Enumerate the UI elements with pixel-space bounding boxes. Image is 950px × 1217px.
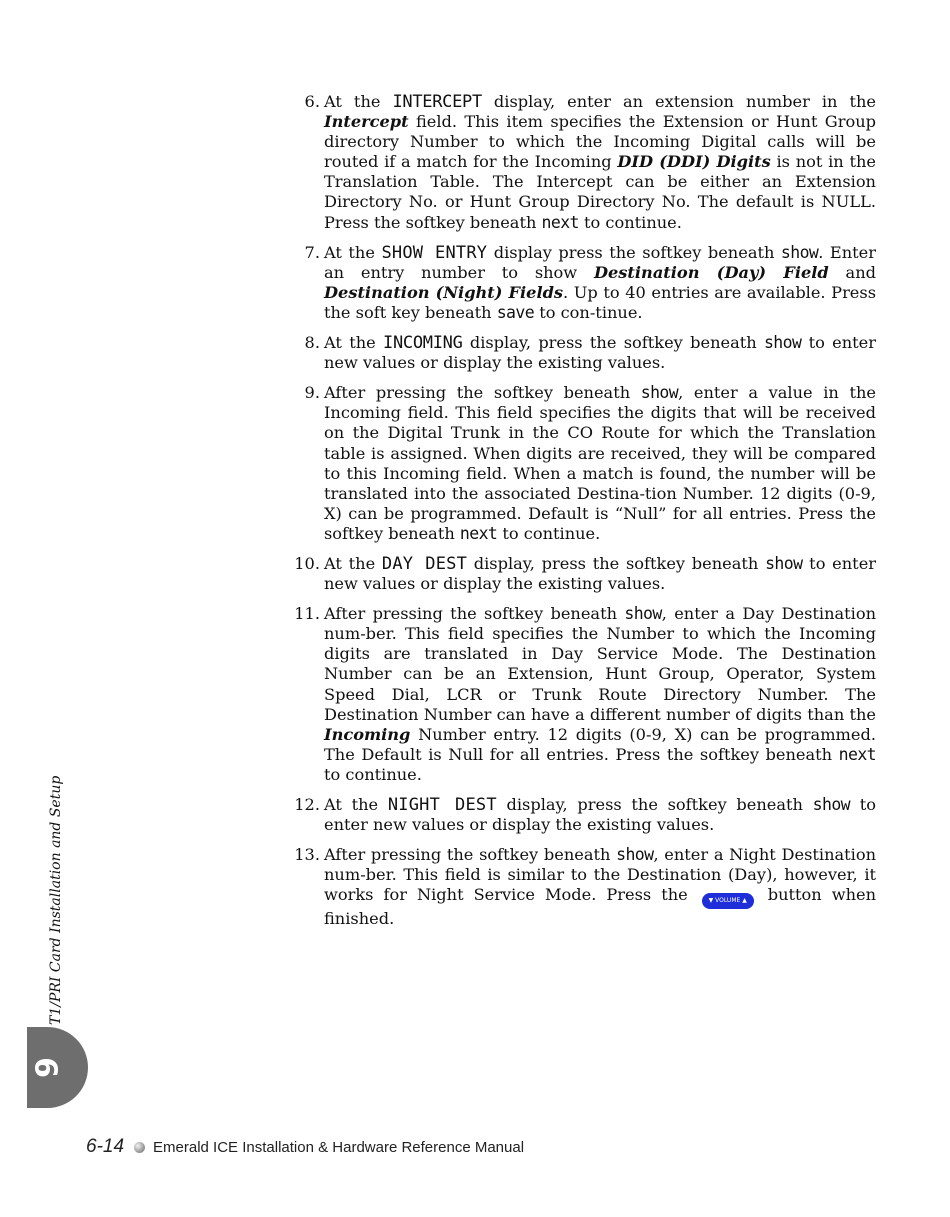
- instruction-steps: [288, 92, 876, 939]
- step-number: 9.: [304, 383, 320, 403]
- emphasis-term: Intercept: [324, 112, 409, 132]
- step-text-run: to continue.: [578, 212, 682, 232]
- step-text-run: , enter a value in the Incoming field. This field specifies the digits that will be received on the Digital Trunk in the CO Route for which the Translation table is assigned. When digits are received, they will be compared to this Incoming field. When a match is found, the number will be translated into the associated Destina-tion Number. 12 digits (0-9, X) can be programmed. Default is “Null” for all entries. Press the softkey beneath: [324, 383, 876, 543]
- step-text-run: At the: [324, 242, 382, 262]
- chapter-side-title: T1/PRI Card Installation and Setup: [48, 775, 64, 1025]
- step-text-run: display, press the softkey beneath: [462, 333, 764, 353]
- emphasis-term: Incoming: [324, 724, 411, 744]
- softkey-label: save: [496, 302, 535, 322]
- softkey-label: next: [459, 523, 498, 543]
- emphasis-term: Destination (Day) Field: [593, 262, 829, 282]
- bullet-icon: [134, 1142, 145, 1153]
- step-text: [324, 604, 876, 785]
- step-text-run: , enter a Day Destination num-ber. This field specifies the Number to which the Incoming digits are translated in Day Service Mode. The Destination Number can be an Extension, Hunt Group, Operator, System Speed Dial, LCR or Trunk Route Directory Number. The Destination Number can have a different number of digits than the: [324, 604, 877, 724]
- step-number: 7.: [304, 242, 320, 262]
- step-text-run: display press the softkey beneath: [487, 242, 781, 262]
- step-number: 11.: [294, 604, 320, 624]
- step-number: 6.: [304, 92, 320, 111]
- softkey-label: show: [640, 383, 679, 403]
- step-text-run: to enter new values or display the existing values.: [324, 333, 877, 373]
- step-text-run: At the: [324, 333, 384, 353]
- step-text-run: display, enter an extension number in the: [481, 92, 876, 111]
- step-text-run: to con-tinue.: [534, 302, 643, 322]
- step-text-run: field. This item specifies the Extension or Hunt Group directory Number to which the Incoming Digital calls will be routed if a match for the Incoming: [324, 112, 876, 172]
- softkey-label: show: [812, 795, 851, 814]
- step-text-run: At the: [324, 92, 393, 111]
- step-item: [288, 845, 876, 929]
- step-text-run: display, press the softkey beneath: [496, 795, 813, 814]
- step-text-run: button when finished.: [324, 885, 877, 929]
- step-text-run: After pressing the softkey beneath: [324, 604, 625, 624]
- lcd-display-label: SHOW ENTRY: [381, 242, 488, 263]
- step-number: 13.: [294, 845, 320, 865]
- step-text-run: and: [828, 262, 876, 282]
- step-number: 8.: [304, 333, 320, 353]
- step-text: [324, 383, 876, 544]
- step-text: [324, 333, 876, 373]
- chapter-number: 6: [27, 1057, 63, 1078]
- softkey-label: next: [838, 744, 876, 764]
- step-item: [288, 554, 876, 594]
- step-text-run: is not in the Translation Table. The Intercept can be either an Extension Directory No. or Hunt Group Directory No. The default is NULL. Press the softkey beneath: [324, 152, 876, 232]
- step-text-run: Number entry. 12 digits (0-9, X) can be programmed. The Default is Null for all entries. Press the softkey beneath: [324, 724, 876, 764]
- step-item: [288, 383, 876, 544]
- step-text: [324, 554, 876, 594]
- chapter-tab: [27, 1027, 88, 1108]
- softkey-label: show: [616, 845, 654, 865]
- step-number: 12.: [294, 795, 320, 814]
- step-text-run: , enter a Night Destination num-ber. This field is similar to the Destination (Day), however, it works for Night Service Mode. Press the: [324, 845, 876, 905]
- softkey-label: show: [624, 604, 662, 624]
- step-item: [288, 333, 876, 373]
- softkey-label: show: [780, 242, 819, 262]
- lcd-display-label: INCOMING: [383, 333, 463, 354]
- step-text: [324, 845, 876, 929]
- emphasis-term: DID (DDI) Digits: [617, 152, 771, 172]
- manual-title: Emerald ICE Installation & Hardware Reference Manual: [153, 1138, 525, 1156]
- step-text-run: display, press the softkey beneath: [467, 553, 766, 573]
- step-text: [324, 243, 876, 323]
- step-text-run: to continue.: [324, 764, 422, 784]
- step-number: 10.: [294, 553, 320, 573]
- step-text-run: to continue.: [497, 523, 601, 543]
- step-text: [324, 795, 876, 835]
- step-text-run: to enter new values or display the existing values.: [324, 795, 876, 835]
- emphasis-term: Destination (Night) Fields: [324, 282, 564, 302]
- step-item: [288, 604, 876, 785]
- step-text-run: After pressing the softkey beneath: [324, 845, 617, 865]
- softkey-label: show: [765, 553, 803, 573]
- lcd-display-label: INTERCEPT: [392, 92, 482, 112]
- step-text-run: At the: [324, 553, 382, 573]
- step-text-run: After pressing the softkey beneath: [324, 383, 641, 403]
- page-number: 6-14: [86, 1136, 125, 1157]
- step-item: [288, 92, 876, 233]
- lcd-display-label: DAY DEST: [381, 553, 468, 574]
- step-item: [288, 795, 876, 835]
- step-text-run: At the: [324, 795, 388, 814]
- softkey-label: show: [763, 333, 802, 353]
- page-footer: [86, 1136, 524, 1158]
- softkey-label: next: [541, 212, 579, 232]
- step-text-run: . Up to 40 entries are available. Press the soft key beneath: [324, 282, 876, 322]
- lcd-display-label: NIGHT DEST: [387, 795, 497, 815]
- step-text-run: . Enter an entry number to show: [324, 242, 876, 282]
- step-text-run: to enter new values or display the existing values.: [324, 553, 877, 594]
- volume-button-icon: ▼ VOLUME ▲: [702, 893, 754, 909]
- step-item: [288, 243, 876, 323]
- step-text: [324, 92, 876, 233]
